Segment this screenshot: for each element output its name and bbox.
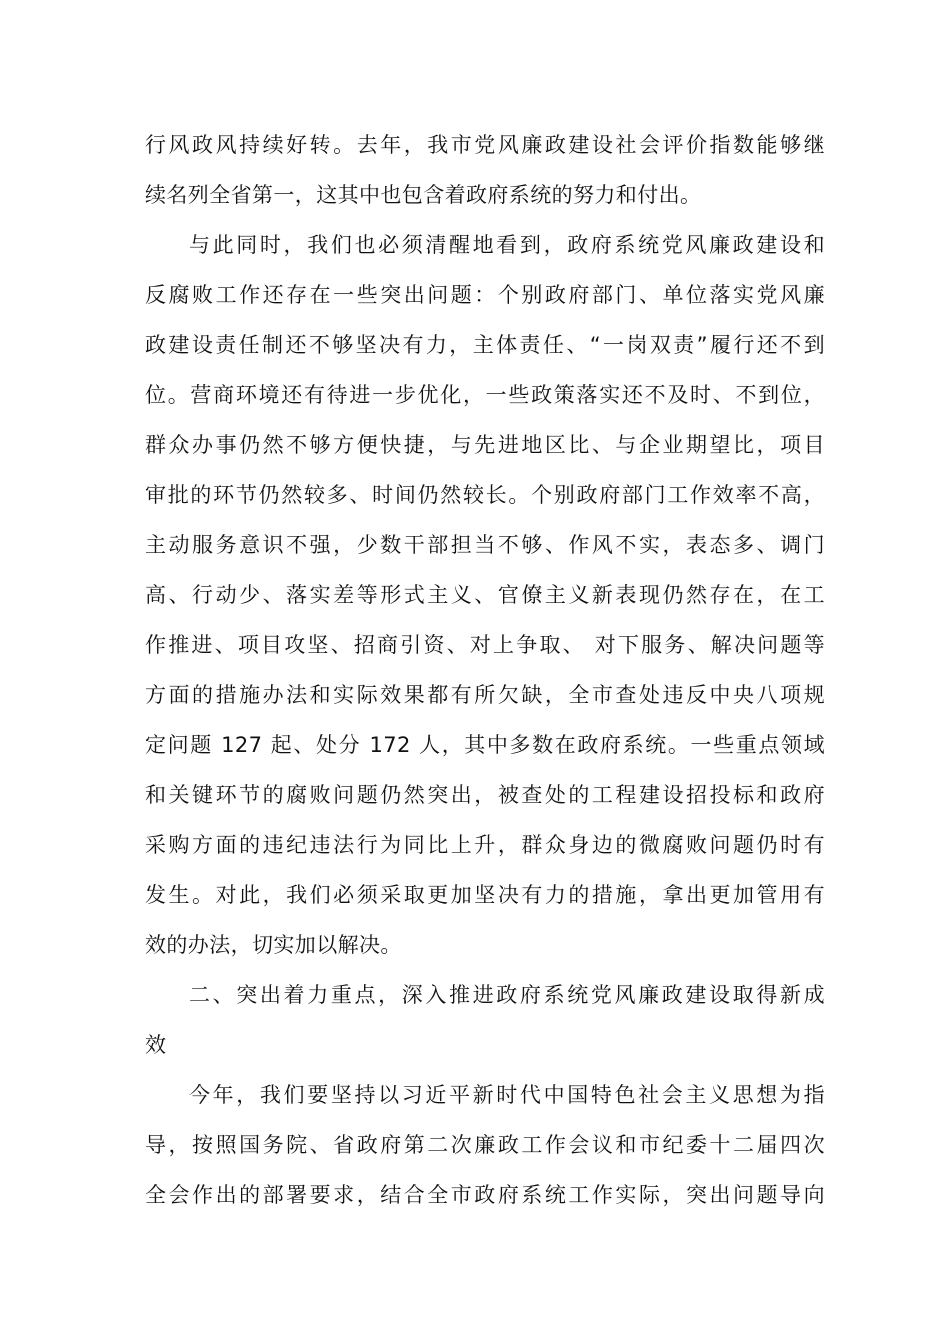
text-line-22: 全会作出的部署要求，结合全市政府系统工作实际，突出问题导向 bbox=[145, 1183, 825, 1207]
body-text bbox=[145, 120, 825, 1220]
text-line-12: 方面的措施办法和实际效果都有所欠缺，全市查处违反中央八项规 bbox=[145, 683, 825, 707]
text-line-10: 高、行动少、落实差等形式主义、官僚主义新表现仍然存在，在工 bbox=[145, 583, 825, 607]
text-line-13: 定问题 127 起、处分 172 人，其中多数在政府系统。一些重点领域 bbox=[145, 733, 825, 757]
text-line-2: 续名列全省第一，这其中也包含着政府系统的努力和付出。 bbox=[145, 183, 702, 207]
text-line-4: 反腐败工作还存在一些突出问题：个别政府部门、单位落实党风廉 bbox=[145, 283, 825, 307]
text-line-3: 与此同时，我们也必须清醒地看到，政府系统党风廉政建设和 bbox=[189, 233, 825, 257]
text-line-20: 今年，我们要坚持以习近平新时代中国特色社会主义思想为指 bbox=[189, 1083, 825, 1107]
text-line-11: 作推进、项目攻坚、招商引资、对上争取、 对下服务、解决问题等 bbox=[145, 633, 825, 657]
text-line-16: 发生。对此，我们必须采取更加坚决有力的措施，拿出更加管用有 bbox=[145, 883, 825, 907]
text-line-7: 群众办事仍然不够方便快捷，与先进地区比、与企业期望比，项目 bbox=[145, 433, 825, 457]
section-heading-line-1: 二、突出着力重点，深入推进政府系统党风廉政建设取得新成 bbox=[189, 983, 825, 1007]
section-heading-line-2: 效 bbox=[145, 1033, 167, 1057]
text-line-17: 效的办法，切实加以解决。 bbox=[145, 933, 402, 957]
text-line-6: 位。营商环境还有待进一步优化，一些政策落实还不及时、不到位， bbox=[145, 383, 825, 407]
text-line-14: 和关键环节的腐败问题仍然突出，被查处的工程建设招投标和政府 bbox=[145, 783, 825, 807]
text-line-8: 审批的环节仍然较多、时间仍然较长。个别政府部门工作效率不高， bbox=[145, 483, 825, 507]
text-line-5: 政建设责任制还不够坚决有力，主体责任、“一岗双责”履行还不到 bbox=[145, 333, 825, 357]
text-line-15: 采购方面的违纪违法行为同比上升，群众身边的微腐败问题仍时有 bbox=[145, 833, 825, 857]
text-line-9: 主动服务意识不强，少数干部担当不够、作风不实，表态多、调门 bbox=[145, 533, 825, 557]
text-line-21: 导，按照国务院、省政府第二次廉政工作会议和市纪委十二届四次 bbox=[145, 1133, 825, 1157]
text-line-1: 行风政风持续好转。去年，我市党风廉政建设社会评价指数能够继 bbox=[145, 133, 825, 157]
